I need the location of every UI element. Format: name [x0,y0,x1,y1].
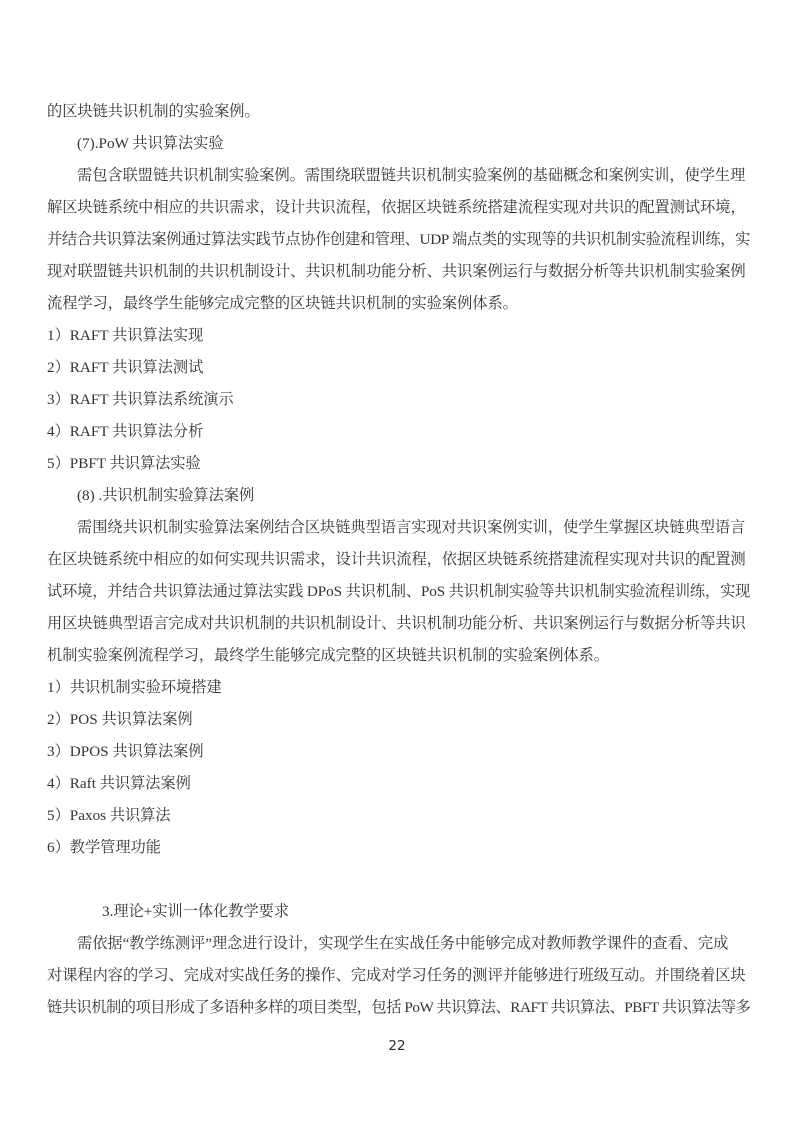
paragraph-line: 在区块链系统中相应的如何实现共识需求，设计共识流程，依据区块链系统搭建流程实现对共识的配置测 [47,551,746,568]
list-item: 4）Raft 共识算法案例 [47,775,191,792]
list-item: 5）Paxos 共识算法 [47,807,171,824]
list-item: 6）教学管理功能 [47,839,161,856]
list-item: 3）DPOS 共识算法案例 [47,743,204,760]
paragraph-line: 需包含联盟链共识机制实验案例。需围绕联盟链共识机制实验案例的基础概念和案例实训，使学生理 [77,167,746,184]
section-heading: 3.理论+实训一体化教学要求 [102,903,290,920]
paragraph-line: 机制实验案例流程学习，最终学生能够完成完整的区块链共识机制的实验案例体系。 [47,647,609,664]
list-item: 2）RAFT 共识算法测试 [47,359,204,376]
list-item: 1）RAFT 共识算法实现 [47,327,204,344]
paragraph-line: 试环境，并结合共识算法通过算法实践 DPoS 共识机制、PoS 共识机制实验等共识机制实验流程训练，实现 [47,583,751,600]
list-item: 1）共识机制实验环境搭建 [47,679,222,696]
section-heading: (7).PoW 共识算法实验 [77,135,224,152]
page-number: 22 [388,1038,406,1054]
paragraph-line: 链共识机制的项目形成了多语种多样的项目类型，包括 PoW 共识算法、RAFT 共识算法、PBFT 共识算法等多 [47,999,751,1016]
paragraph-line: 流程学习，最终学生能够完成完整的区块链共识机制的实验案例体系。 [47,295,518,312]
paragraph-line: 用区块链典型语言完成对共识机制的共识机制设计、共识机制功能分析、共识案例运行与数据分析等共识 [47,615,746,632]
section-heading: (8) .共识机制实验算法案例 [77,487,255,504]
page-footer [0,1036,794,1056]
document-body [47,96,750,1024]
paragraph-line: 现对联盟链共识机制的共识机制设计、共识机制功能分析、共识案例运行与数据分析等共识机制实验案例 [47,263,746,280]
paragraph-line: 并结合共识算法案例通过算法实践节点协作创建和管理、UDP 端点类的实现等的共识机制实验流程训练，实 [47,231,751,248]
paragraph-line: 需围绕共识机制实验算法案例结合区块链典型语言实现对共识案例实训，使学生掌握区块链典型语言 [77,519,746,536]
list-item: 5）PBFT 共识算法实验 [47,455,201,472]
list-item: 3）RAFT 共识算法系统演示 [47,391,234,408]
paragraph-line: 解区块链系统中相应的共识需求，设计共识流程，依据区块链系统搭建流程实现对共识的配置测试环境， [47,199,746,216]
paragraph-line: 的区块链共识机制的实验案例。 [47,103,260,120]
list-item: 2）POS 共识算法案例 [47,711,193,728]
paragraph-line: 需依据“教学练测评”理念进行设计，实现学生在实战任务中能够完成对教师教学课件的查看、完成 [77,935,729,952]
list-item: 4）RAFT 共识算法分析 [47,423,204,440]
paragraph-line: 对课程内容的学习、完成对实战任务的操作、完成对学习任务的测评并能够进行班级互动。并围绕着区块 [47,967,746,984]
blank-line [47,864,750,896]
